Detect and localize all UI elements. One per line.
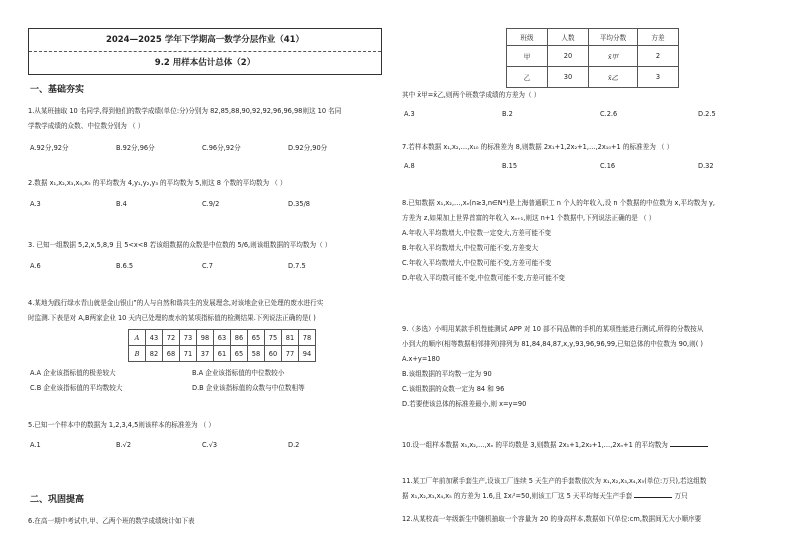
answer-blank[interactable] xyxy=(670,438,708,447)
table-cell: 30 xyxy=(548,67,589,88)
option-a[interactable]: A.8 xyxy=(404,162,415,170)
option-b[interactable]: B.92分,96分 xyxy=(116,144,155,152)
question-8 xyxy=(402,196,774,286)
option-c[interactable]: C.√3 xyxy=(202,441,218,449)
question-11-line2: 据 x₁,x₂,x₃,x₄,x₅ 的方差为 1.6,且 Σxᵢ²=50,则该工厂这 5 天平均每天生产手套 xyxy=(402,492,633,500)
table-cell: 72 xyxy=(163,330,180,346)
table-cell: 43 xyxy=(146,330,163,346)
option-a[interactable]: A.1 xyxy=(30,441,41,449)
page-title: 2024—2025 学年下学期高一数学分层作业（41） xyxy=(29,29,381,52)
question-8-line2: 方差为 z,如果加上世界首富的年收入 xₙ₊₁,则这 n+1 个数据中,下列说法正确的是 （ ） xyxy=(402,214,656,222)
section-basic-heading: 一、基础夯实 xyxy=(30,85,85,95)
option-b[interactable]: B.年收入平均数增大,中位数可能不变,方差变大 xyxy=(402,244,539,252)
table-cell: 63 xyxy=(214,330,231,346)
table-cell: 61 xyxy=(214,346,231,362)
table-row xyxy=(129,330,316,346)
question-12: 12.从某校高一年级新生中随机抽取一个容量为 20 的身高样本,数据如下(单位:cm,数据间无大小顺序要 xyxy=(402,515,702,523)
option-c[interactable]: C.96分,92分 xyxy=(202,144,241,152)
answer-blank[interactable] xyxy=(634,489,672,498)
question-4-line2: 时监测.下表是对 A,B两家企业 10 天内已处理的废水的某项指标值的检测结果.下列说法正确的是( ) xyxy=(28,314,316,322)
table-cell: 75 xyxy=(265,330,282,346)
table-row xyxy=(507,67,679,88)
table-cell: 37 xyxy=(197,346,214,362)
option-d[interactable]: D.7.5 xyxy=(288,262,306,270)
table-cell: 甲 xyxy=(507,46,548,67)
option-a[interactable]: A.6 xyxy=(30,262,41,270)
table-cell: 20 xyxy=(548,46,589,67)
option-b[interactable]: B.该组数据的平均数一定为 90 xyxy=(402,370,492,378)
table-header-cell: 人数 xyxy=(548,29,589,46)
option-c[interactable]: C.该组数据的众数一定为 84 和 96 xyxy=(402,385,505,393)
option-b[interactable]: B.2 xyxy=(502,110,513,118)
option-c[interactable]: C.9/2 xyxy=(202,200,220,208)
table-header-cell: 平均分数 xyxy=(589,29,638,46)
table-header-cell: 班级 xyxy=(507,29,548,46)
table-cell: 82 xyxy=(146,346,163,362)
question-6-options xyxy=(404,110,758,118)
option-d[interactable]: D.2 xyxy=(288,441,300,449)
table-cell: 68 xyxy=(163,346,180,362)
table-header-row xyxy=(507,29,679,46)
question-4-table xyxy=(128,329,316,362)
table-cell: 71 xyxy=(180,346,197,362)
option-c[interactable]: C.16 xyxy=(600,162,616,170)
option-b[interactable]: B.A 企业该指标值的中位数较小 xyxy=(192,369,285,377)
table-cell: 73 xyxy=(180,330,197,346)
question-11-line1: 11.某工厂年前加紧手套生产,设该工厂连续 5 天生产的手套数依次为 x₁,x₂,x₃,x₄,x₅(单位:万只),若这组数 xyxy=(402,477,707,485)
question-11 xyxy=(402,474,774,504)
table-header-cell: 方差 xyxy=(638,29,679,46)
question-6: 6.在高一期中考试中,甲、乙两个班的数学成绩统计如下表 xyxy=(28,517,195,525)
question-4 xyxy=(28,296,388,326)
question-4-options xyxy=(30,366,390,396)
question-3-options xyxy=(30,262,374,270)
option-d[interactable]: D.若要使该总体的标准差最小,则 x=y=90 xyxy=(402,400,527,408)
question-7: 7.若样本数据 x₁,x₂,…,x₁₀ 的标准差为 8,则数据 2x₁+1,2x₂+1,…,2x₁₀+1 的标准差为 （ ） xyxy=(402,143,674,151)
question-11-unit: 万只 xyxy=(674,492,688,500)
table-cell: A xyxy=(129,330,146,346)
option-b[interactable]: B.√2 xyxy=(116,441,132,449)
option-d[interactable]: D.92分,90分 xyxy=(288,144,328,152)
table-cell: B xyxy=(129,346,146,362)
question-5-options xyxy=(30,441,374,449)
question-10 xyxy=(402,438,774,453)
table-row xyxy=(129,346,316,362)
option-d[interactable]: D.35/8 xyxy=(288,200,310,208)
question-1 xyxy=(28,104,388,134)
option-b[interactable]: B.6.5 xyxy=(116,262,134,270)
table-cell: x̄甲 xyxy=(589,46,638,67)
option-b[interactable]: B.15 xyxy=(502,162,518,170)
table-cell: 94 xyxy=(299,346,316,362)
table-cell: x̄乙 xyxy=(589,67,638,88)
table-cell: 3 xyxy=(638,67,679,88)
option-c[interactable]: C.7 xyxy=(202,262,213,270)
table-cell: 60 xyxy=(265,346,282,362)
question-3: 3. 已知一组数据 5,2,x,5,8,9 且 5<x<8 若该组数据的众数是中位数的 5/6,则该组数据的平均数为（ ） xyxy=(28,241,332,249)
header-box xyxy=(28,28,382,75)
table-cell: 98 xyxy=(197,330,214,346)
table-cell: 58 xyxy=(248,346,265,362)
option-d[interactable]: D.32 xyxy=(698,162,714,170)
table-cell: 乙 xyxy=(507,67,548,88)
question-2-options xyxy=(30,200,374,208)
question-1-line1: 1.从某班抽取 10 名同学,得到他们的数学成绩(单位:分)分别为 82,85,88,90,92,92,96,96,98则这 10 名同 xyxy=(28,107,342,115)
table-cell: 65 xyxy=(231,346,248,362)
question-9-line1: 9.（多选）小明用某款手机性能测试 APP 对 10 部不同品牌的手机的某项性能进行测试,所得的分数按从 xyxy=(402,325,704,333)
option-c[interactable]: C.年收入平均数增大,中位数可能不变,方差可能不变 xyxy=(402,259,552,267)
option-d[interactable]: D.B 企业该指标值的众数与中位数相等 xyxy=(192,384,305,392)
question-6-table xyxy=(506,28,679,88)
question-4-line1: 4.某地为践行绿水青山就是金山银山”的人与自然和谐共生的发展理念,对该地企业已处理的废水进行实 xyxy=(28,299,324,307)
question-1-options xyxy=(30,142,374,152)
page-subtitle: 9.2 用样本估计总体（2） xyxy=(154,58,256,68)
question-2: 2.数据 x₁,x₂,x₃,x₄,x₅ 的平均数为 4,y₁,y₂,y₃ 的平均数为 5,则这 8 个数的平均数为 （ ） xyxy=(28,179,287,187)
option-d[interactable]: D.年收入平均数可能不变,中位数可能不变,方差可能不变 xyxy=(402,274,566,282)
option-c[interactable]: C.B 企业该指标值的平均数较大 xyxy=(30,384,123,392)
table-row xyxy=(507,46,679,67)
table-cell: 65 xyxy=(248,330,265,346)
option-d[interactable]: D.2.5 xyxy=(698,110,716,118)
table-cell: 86 xyxy=(231,330,248,346)
option-a[interactable]: A.92分,92分 xyxy=(30,144,69,152)
option-a[interactable]: A.3 xyxy=(30,200,41,208)
table-cell: 2 xyxy=(638,46,679,67)
question-6-tail: 其中 x̄甲=x̄乙,则两个班数学成绩的方差为（ ） xyxy=(402,91,541,99)
question-10-text: 10.设一组样本数据 x₁,x₂,…,xₙ 的平均数是 3,则数据 2x₁+1,2x₂+1,…,2xₙ+1 的平均数为 xyxy=(402,441,668,449)
question-8-line1: 8.已知数据 x₁,x₂,…,xₙ(n≥3,n∈N*)是上海普通职工 n 个人的年收入,设 n 个数据的中位数为 x,平均数为 y, xyxy=(402,199,716,207)
question-9-line2: 小到大的顺序(相等数据相邻排列)排列为 81,84,84,87,x,y,93,96,96,99,已知总体的中位数为 90,则( ) xyxy=(402,340,703,348)
question-1-line2: 学数学成绩的众数、中位数分别为 （ ） xyxy=(28,122,145,130)
table-cell: 77 xyxy=(282,346,299,362)
table-cell: 78 xyxy=(299,330,316,346)
option-a[interactable]: A.3 xyxy=(404,110,415,118)
option-b[interactable]: B.4 xyxy=(116,200,127,208)
option-a[interactable]: A.年收入平均数增大,中位数一定变大,方差可能不变 xyxy=(402,229,552,237)
option-a[interactable]: A.x+y=180 xyxy=(402,355,440,363)
table-cell: 81 xyxy=(282,330,299,346)
question-9 xyxy=(402,322,774,412)
question-5: 5.已知一个样本中的数据为 1,2,3,4,5则该样本的标准差为 （ ） xyxy=(28,421,216,429)
section-advance-heading: 二、巩固提高 xyxy=(30,495,85,505)
question-7-options xyxy=(404,162,758,170)
option-a[interactable]: A.A 企业该指标值的极差较大 xyxy=(30,369,116,377)
option-c[interactable]: C.2.6 xyxy=(600,110,618,118)
